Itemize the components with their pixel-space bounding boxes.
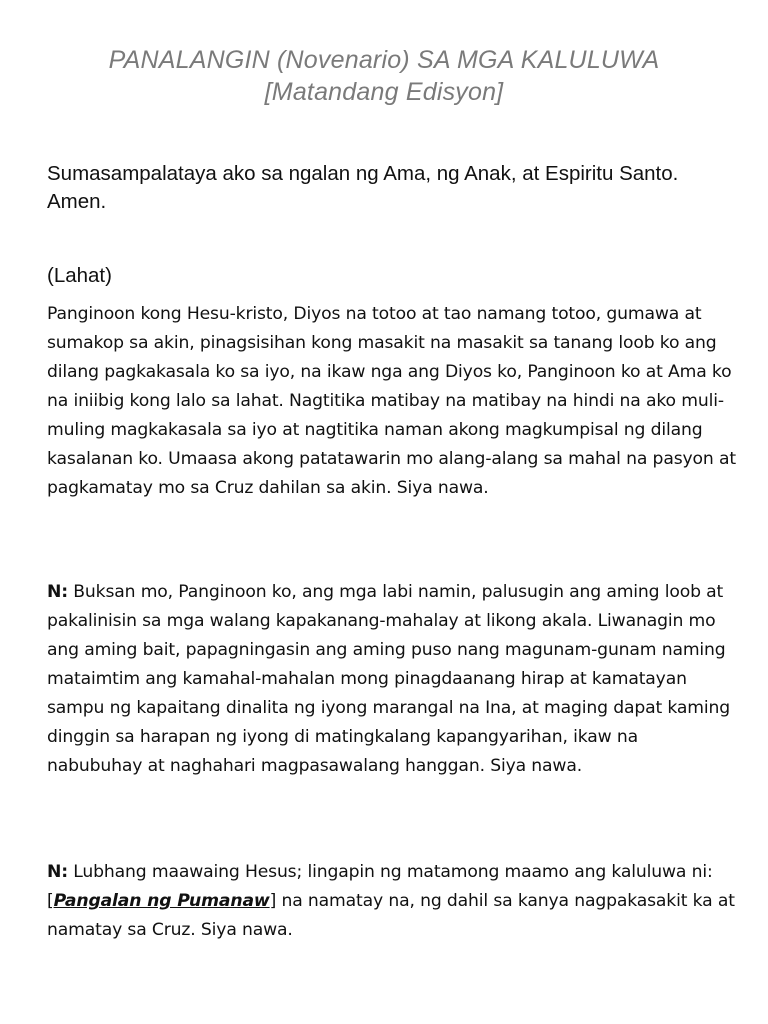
prayer-paragraph-3 (47, 858, 737, 945)
title-line-2: [Matandang Edisyon] (264, 78, 504, 106)
prayer-paragraph-3-text-part2: ] na namatay na, ng dahil sa kanya nagpakasakit ka at namatay sa Cruz. Siya nawa. (47, 891, 735, 940)
page-title (0, 44, 768, 108)
speaker-label: N: (47, 862, 68, 882)
prayer-paragraph-2 (47, 578, 737, 781)
title-line-1: PANALANGIN (Novenario) SA MGA KALULUWA (108, 46, 660, 74)
prayer-paragraph-2-text: Buksan mo, Panginoon ko, ang mga labi namin, palusugin ang aming loob at pakalinisin sa mga walang kapakanang-mahalay at likong akala. Liwanagin mo ang aming bait, papagningasin ang aming puso nang magunam-gunam naming mataimtim ang kamahal-mahalan mong pinagdaanang hirap at kamatayan sampu ng kapaitang dinalita ng iyong marangal na Ina, at maging dapat kaming dinggin sa harapan ng iyong di matingkalang kapangyarihan, ikaw na nabubuhay at naghahari magpasawalang hanggan. Siya nawa. (47, 582, 731, 776)
prayer-paragraph-1: Panginoon kong Hesu-kristo, Diyos na totoo at tao namang totoo, gumawa at sumakop sa akin, pinagsisihan kong masakit na masakit sa tanang loob ko ang dilang pagkakasala ko sa iyo, na ikaw nga ang Diyos ko, Panginoon ko at Ama ko na iniibig kong lalo sa lahat. Nagtitika matibay na matibay na hindi na ako muli-muling magkakasala sa iyo at nagtitika naman akong magkumpisal ng dilang kasalanan ko. Umaasa akong patatawarin mo alang-alang sa mahal na pasyon at pagkamatay mo sa Cruz dahilan sa akin. Siya nawa. (47, 304, 736, 498)
speaker-label: N: (47, 582, 68, 602)
deceased-name-placeholder: Pangalan ng Pumanaw (53, 891, 270, 911)
intro-text: Sumasampalataya ako sa ngalan ng Ama, ng Anak, at Espiritu Santo. Amen. (47, 162, 679, 213)
lahat-label: (Lahat) (47, 264, 112, 287)
prayer-paragraph-3-text-part1: Lubhang maawaing Hesus; lingapin ng matamong maamo ang kaluluwa ni: [ (47, 862, 713, 911)
